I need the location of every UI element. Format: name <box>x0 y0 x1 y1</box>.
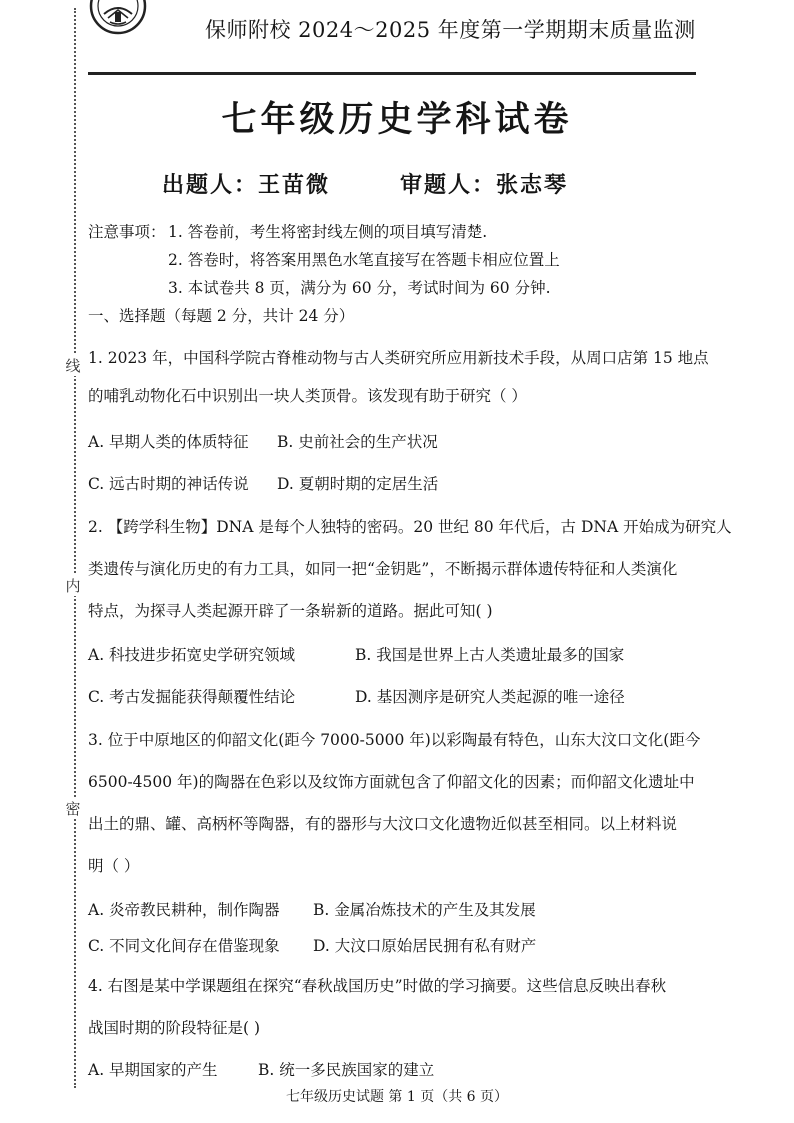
question-1-option-c: C. 远古时期的神话传说 <box>88 475 249 493</box>
question-2-stem: 类遗传与演化历史的有力工具，如同一把“金钥匙”，不断揭示群体遗传特征和人类演化 <box>88 560 678 578</box>
question-3-stem: 3. 位于中原地区的仰韶文化(距今 7000-5000 年)以彩陶最有特色，山东大汶口文化(距今 <box>88 731 701 749</box>
question-reviewer: 审题人：张志琴 <box>400 173 569 198</box>
question-2-option-d: D. 基因测序是研究人类起源的唯一途径 <box>355 688 625 706</box>
question-3-option-b: B. 金属冶炼技术的产生及其发展 <box>313 901 536 919</box>
question-3-stem: 出土的鼎、罐、高柄杯等陶器，有的器形与大汶口文化遗物近似甚至相同。以上材料说 <box>88 815 678 833</box>
page-footer: 七年级历史试题 第 1 页（共 6 页） <box>285 1089 509 1105</box>
binding-line <box>74 8 76 1088</box>
note-item: 2. 答卷时，将答案用黑色水笔直接写在答题卡相应位置上 <box>168 251 560 269</box>
question-4-option-a: A. 早期国家的产生 <box>88 1061 218 1079</box>
question-1-stem: 的哺乳动物化石中识别出一块人类顶骨。该发现有助于研究（ ） <box>88 387 527 405</box>
binding-mark-mi: 密 <box>61 798 85 819</box>
question-3-stem: 明（ ） <box>88 857 140 875</box>
question-2-option-a: A. 科技进步拓宽史学研究领域 <box>88 646 296 664</box>
question-2-option-c: C. 考古发掘能获得颠覆性结论 <box>88 688 296 706</box>
binding-mark-nei: 内 <box>61 575 85 596</box>
question-3-stem: 6500-4500 年)的陶器在色彩以及纹饰方面就包含了仰韶文化的因素；而仰韶文化遗址中 <box>88 773 695 791</box>
question-1-option-a: A. 早期人类的体质特征 <box>88 433 249 451</box>
question-2-stem: 2. 【跨学科生物】DNA 是每个人独特的密码。20 世纪 80 年代后，古 DNA 开始成为研究人 <box>88 518 732 536</box>
notes-label: 注意事项： <box>88 223 166 241</box>
question-1-option-d: D. 夏朝时期的定居生活 <box>277 475 439 493</box>
header-rule <box>88 72 696 75</box>
authors-line <box>162 168 568 199</box>
note-item: 3. 本试卷共 8 页，满分为 60 分，考试时间为 60 分钟. <box>168 279 551 297</box>
question-3-option-a: A. 炎帝教民耕种，制作陶器 <box>88 901 280 919</box>
question-setter: 出题人：王苗微 <box>162 173 331 198</box>
question-2-stem: 特点，为探寻人类起源开辟了一条崭新的道路。据此可知( ) <box>88 602 493 620</box>
question-4-stem: 4. 右图是某中学课题组在探究“春秋战国历史”时做的学习摘要。这些信息反映出春秋 <box>88 977 667 995</box>
binding-mark-xian: 线 <box>61 355 85 376</box>
question-1-option-b: B. 史前社会的生产状况 <box>277 433 438 451</box>
question-4-option-b: B. 统一多民族国家的建立 <box>258 1061 435 1079</box>
question-2-option-b: B. 我国是世界上古人类遗址最多的国家 <box>355 646 625 664</box>
paper-title: 七年级历史学科试卷 <box>221 100 573 140</box>
section-title: 一、选择题（每题 2 分，共计 24 分） <box>88 307 355 325</box>
school-seal-icon <box>88 0 148 44</box>
note-item: 1. 答卷前，考生将密封线左侧的项目填写清楚. <box>168 223 488 241</box>
question-3-option-d: D. 大汶口原始居民拥有私有财产 <box>313 937 537 955</box>
question-3-option-c: C. 不同文化间存在借鉴现象 <box>88 937 280 955</box>
question-4-stem: 战国时期的阶段特征是( ) <box>88 1019 261 1037</box>
question-1-stem: 1. 2023 年，中国科学院古脊椎动物与古人类研究所应用新技术手段，从周口店第 15 地点 <box>88 349 709 367</box>
exam-header: 保师附校 2024～2025 年度第一学期期末质量监测 <box>205 18 696 42</box>
